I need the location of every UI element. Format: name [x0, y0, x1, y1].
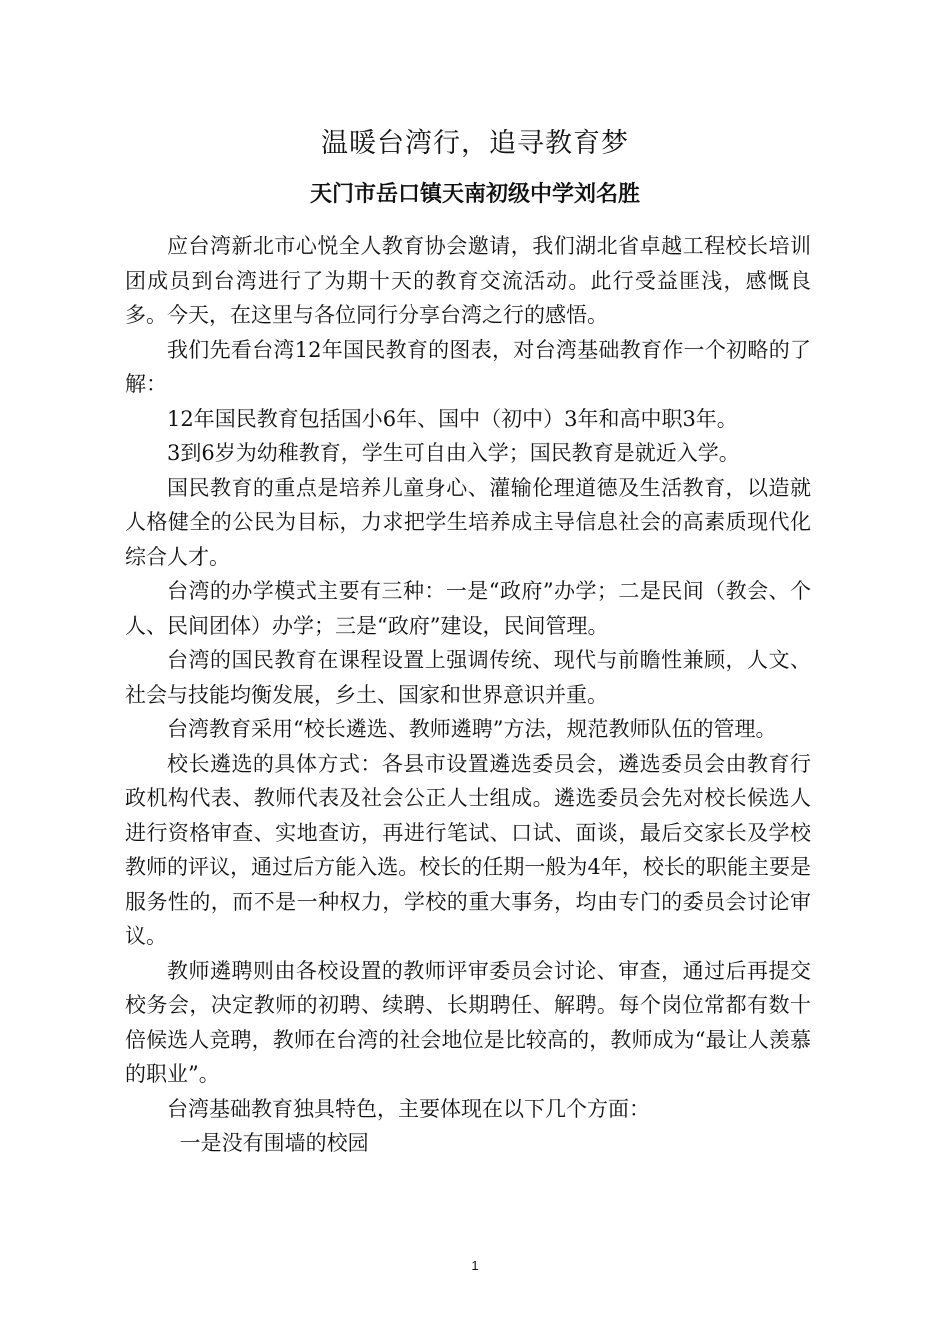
paragraph: 台湾的国民教育在课程设置上强调传统、现代与前瞻性兼顾，人文、社会与技能均衡发展，乡土、国家和世界意识并重。 — [125, 648, 811, 707]
paragraph: 12年国民教育包括国小6年、国中（初中）3年和高中职3年。 — [167, 406, 738, 431]
paragraph: 台湾教育采用“校长遴选、教师遴聘”方法，规范教师队伍的管理。 — [167, 717, 777, 741]
paragraph: 应台湾新北市心悦全人教育协会邀请，我们湖北省卓越工程校长培训团成员到台湾进行了为期十天的教育交流活动。此行受益匪浅，感慨良多。今天，在这里与各位同行分享台湾之行的感悟。 — [125, 234, 811, 327]
paragraph: 国民教育的重点是培养儿童身心、灌输伦理道德及生活教育，以造就人格健全的公民为目标，力求把学生培养成主导信息社会的高素质现代化综合人才。 — [125, 475, 811, 569]
paragraph: 校长遴选的具体方式：各县市设置遴选委员会，遴选委员会由教育行政机构代表、教师代表及社会公正人士组成。遴选委员会先对校长候选人进行资格审查、实地查访，再进行笔试、口试、面谈，最后交家长及学校教师的评议，通过后方能入选。校长的任期一般为4年，校长的职能主要是服务性的，而不是一种权力，学校的重大事务，均由专门的委员会讨论审议。 — [125, 751, 811, 948]
document-author: 天门市岳口镇天南初级中学刘名胜 — [309, 182, 640, 207]
page-number: 1 — [471, 1258, 479, 1273]
paragraph: 台湾的办学模式主要有三种：一是“政府”办学；二是民间（教会、个人、民间团体）办学；三是“政府”建设，民间管理。 — [125, 579, 811, 638]
paragraph: 台湾基础教育独具特色，主要体现在以下几个方面： — [167, 1096, 650, 1121]
paragraph: 3到6岁为幼稚教育，学生可自由入学；国民教育是就近入学。 — [167, 441, 740, 465]
document-title: 温暖台湾行，追寻教育梦 — [321, 128, 629, 159]
section-subheading: 一是没有围墙的校园 — [179, 1131, 369, 1155]
document-body — [125, 229, 811, 1161]
paragraph: 教师遴聘则由各校设置的教师评审委员会讨论、审查，通过后再提交校务会，决定教师的初聘、续聘、长期聘任、解聘。每个岗位常都有数十倍候选人竞聘，教师在台湾的社会地位是比较高的，教师成为“最让人羡慕的职业”。 — [125, 958, 811, 1086]
paragraph: 我们先看台湾12年国民教育的图表，对台湾基础教育作一个初略的了解： — [125, 337, 811, 396]
